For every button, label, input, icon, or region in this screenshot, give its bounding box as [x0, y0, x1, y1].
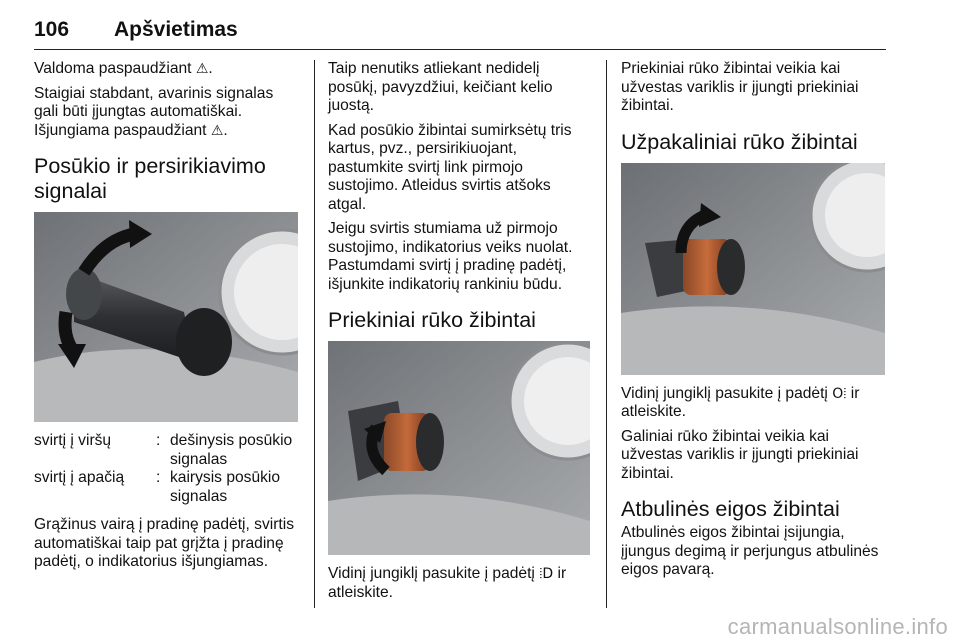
section-heading: Priekiniai rūko žibintai — [328, 308, 536, 332]
watermark: carmanualsonline.info — [727, 614, 948, 639]
rear-fog-light-switch-illustration — [621, 163, 885, 375]
paragraph: Kad posūkio žibintai sumirksėtų tris kartus, pvz., persirikiuojant, pastumkite svirtį link pirmojo sustojimo. Atleidus svirtis atšoks atgal. — [328, 121, 572, 213]
section-heading: Posūkio ir persirikiavimo signalai — [34, 154, 266, 203]
paragraph: Galiniai rūko žibintai veikia kai užvestas variklis ir įjungti priekiniai žibintai. — [621, 427, 859, 482]
section-heading: Užpakaliniai rūko žibintai — [621, 129, 858, 154]
front-fog-light-icon: ⦙D — [539, 566, 554, 582]
page-header — [34, 6, 886, 46]
column-2 — [328, 60, 592, 608]
paragraph: Jeigu svirtis stumiama už pirmojo sustojimo, indikatorius veiks nuolat. Pastumdami svirtį į pradinę padėtį, išjunkite indikatorių rankiniu būdu. — [328, 220, 573, 293]
paragraph: Grąžinus vairą į pradinę padėtį, svirtis automatiškai taip pat grįžta į pradinę padėtį, o indikatorius išjungiamas. — [34, 516, 295, 570]
section-heading: Atbulinės eigos žibintai — [621, 497, 840, 521]
paragraph: Išjungiama paspaudžiant ⚠. — [34, 121, 228, 139]
front-fog-light-switch-illustration — [328, 341, 590, 555]
chapter-title: Apšvietimas — [114, 18, 238, 41]
turn-signal-lever-illustration — [34, 212, 298, 422]
column-1 — [34, 60, 298, 578]
paragraph: Vidinį jungiklį pasukite į padėtį ⦙D ir atleiskite. — [328, 565, 567, 601]
list-item: svirtį į viršų : dešinysis posūkio signalas — [34, 432, 293, 468]
hazard-warning-icon: ⚠ — [195, 61, 209, 77]
column-divider-2 — [606, 60, 607, 608]
list-item: svirtį į apačią : kairysis posūkio signalas — [34, 469, 281, 505]
paragraph: Priekiniai rūko žibintai veikia kai užvestas variklis ir įjungti priekiniai žibintai. — [621, 60, 859, 114]
paragraph: Staigiai stabdant, avarinis signalas gali būti įjungtas automatiškai. — [34, 84, 274, 120]
column-3 — [621, 60, 885, 586]
column-divider-1 — [314, 60, 315, 608]
definition-list — [34, 432, 298, 506]
paragraph: Vidinį jungiklį pasukite į padėtį O⦙ ir atleiskite. — [621, 384, 860, 420]
rear-fog-light-icon: O⦙ — [832, 385, 847, 402]
paragraph: Taip nenutiks atliekant nedidelį posūkį, pavyzdžiui, keičiant kelio juostą. — [328, 60, 553, 114]
hazard-warning-icon: ⚠ — [210, 122, 224, 139]
header-rule — [34, 49, 886, 50]
page-number: 106 — [34, 18, 70, 41]
paragraph: Atbulinės eigos žibintai įsijungia, įjungus degimą ir perjungus atbulinės eigos pavarą. — [621, 524, 879, 578]
paragraph: Valdoma paspaudžiant ⚠. — [34, 60, 213, 77]
